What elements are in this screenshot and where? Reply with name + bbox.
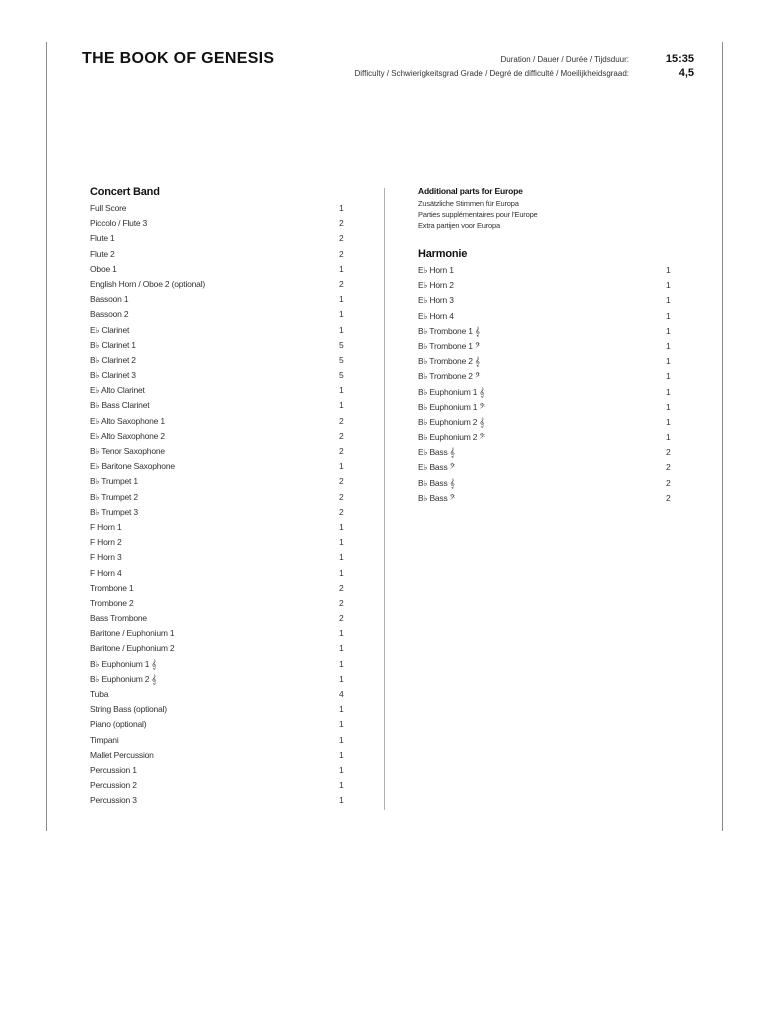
part-row (90, 279, 350, 294)
part-name: E♭ Alto Saxophone 2 (90, 430, 165, 441)
part-name: Tuba (90, 689, 109, 699)
part-count: 1 (339, 309, 344, 320)
part-count: 1 (339, 324, 344, 335)
part-count: 5 (339, 354, 344, 365)
part-name: E♭ Bass 𝄞 (418, 447, 455, 458)
part-name: B♭ Trumpet 2 (90, 491, 138, 502)
part-count: 1 (339, 764, 344, 775)
part-count: 1 (666, 371, 671, 382)
part-count: 2 (339, 506, 344, 517)
part-name: E♭ Alto Clarinet (90, 385, 145, 396)
part-count: 2 (339, 415, 344, 426)
part-count: 1 (339, 780, 344, 791)
part-name: Percussion 2 (90, 780, 137, 791)
part-name: Trombone 1 (90, 582, 134, 593)
part-row (90, 674, 350, 689)
part-count: 1 (339, 719, 344, 730)
piece-title: THE BOOK OF GENESIS (82, 50, 275, 67)
part-count: 1 (339, 734, 344, 745)
part-count: 2 (339, 248, 344, 259)
part-row (90, 355, 350, 370)
column-divider (384, 188, 385, 810)
duration-value: 15:35 (665, 53, 694, 65)
part-name: B♭ Clarinet 1 (90, 339, 136, 350)
part-name: B♭ Trombone 1 𝄢 (418, 340, 481, 351)
part-row (418, 387, 678, 402)
part-count: 2 (339, 430, 344, 441)
part-name: B♭ Trombone 1 𝄞 (418, 325, 480, 336)
harmonie-title: Harmonie (418, 248, 468, 260)
part-row (90, 203, 350, 218)
part-row (418, 341, 678, 356)
part-row (418, 432, 678, 447)
part-row (90, 568, 350, 583)
part-name: B♭ Trombone 2 𝄢 (418, 371, 481, 382)
part-row (418, 265, 678, 280)
part-count: 1 (339, 567, 344, 578)
right-page-border (722, 42, 723, 831)
part-row (90, 522, 350, 537)
part-count: 1 (339, 552, 344, 563)
part-count: 1 (666, 386, 671, 397)
part-row (90, 416, 350, 431)
part-row (90, 719, 350, 734)
part-count: 2 (666, 447, 671, 458)
part-row (90, 795, 350, 810)
part-name: B♭ Euphonium 1 𝄢 (418, 401, 485, 412)
part-count: 1 (339, 658, 344, 669)
part-name: Mallet Percussion (90, 749, 154, 760)
part-count: 1 (666, 416, 671, 427)
part-name: Flute 1 (90, 233, 115, 244)
part-count: 2 (339, 476, 344, 487)
part-name: B♭ Euphonium 1 𝄞 (418, 386, 485, 397)
part-name: F Horn 1 (90, 521, 122, 532)
part-count: 2 (339, 597, 344, 608)
part-row (90, 643, 350, 658)
part-row (90, 598, 350, 613)
part-row (90, 765, 350, 780)
part-name: E♭ Horn 3 (418, 295, 454, 306)
part-row (90, 583, 350, 598)
part-row (418, 493, 678, 508)
part-name: E♭ Horn 4 (418, 310, 454, 321)
part-name: F Horn 4 (90, 567, 122, 578)
part-count: 1 (666, 265, 671, 275)
part-row (418, 462, 678, 477)
part-name: B♭ Euphonium 2 𝄢 (418, 432, 485, 443)
part-count: 2 (339, 613, 344, 624)
part-name: String Bass (optional) (90, 704, 167, 715)
part-row (90, 233, 350, 248)
part-name: Baritone / Euphonium 2 (90, 643, 175, 654)
part-row (90, 385, 350, 400)
part-name: B♭ Tenor Saxophone (90, 446, 165, 456)
part-count: 1 (666, 295, 671, 306)
part-row (90, 325, 350, 340)
part-row (90, 309, 350, 324)
part-count: 2 (666, 477, 671, 488)
part-row (418, 447, 678, 462)
part-row (90, 552, 350, 567)
part-name: B♭ Euphonium 2 𝄞 (90, 673, 157, 684)
part-count: 2 (339, 491, 344, 502)
part-row (90, 750, 350, 765)
part-name: B♭ Bass 𝄞 (418, 477, 455, 488)
part-count: 1 (339, 628, 344, 639)
part-row (90, 400, 350, 415)
part-row (90, 659, 350, 674)
part-name: Full Score (90, 203, 127, 213)
part-name: E♭ Clarinet (90, 324, 130, 335)
part-row (90, 461, 350, 476)
part-row (90, 340, 350, 355)
part-name: English Horn / Oboe 2 (optional) (90, 278, 206, 289)
part-row (90, 476, 350, 491)
part-name: B♭ Clarinet 2 (90, 354, 136, 365)
part-name: E♭ Bass 𝄢 (418, 462, 455, 473)
part-count: 1 (666, 280, 671, 291)
difficulty-label: Difficulty / Schwierigkeitsgrad Grade / Degré de difficulté / Moeilijkheidsgraad: (354, 69, 629, 78)
part-row (418, 311, 678, 326)
part-count: 1 (666, 356, 671, 367)
part-name: B♭ Bass Clarinet (90, 400, 150, 411)
part-name: Baritone / Euphonium 1 (90, 628, 175, 639)
part-row (418, 280, 678, 295)
part-count: 1 (339, 643, 344, 654)
part-name: B♭ Trombone 2 𝄞 (418, 356, 480, 367)
part-count: 1 (666, 340, 671, 351)
part-row (90, 507, 350, 522)
part-name: Piano (optional) (90, 719, 147, 730)
part-name: E♭ Alto Saxophone 1 (90, 415, 165, 426)
part-row (418, 478, 678, 493)
additional-parts-subtitle-nl: Extra partijen voor Europa (418, 221, 500, 230)
part-row (418, 295, 678, 310)
part-row (90, 446, 350, 461)
part-row (418, 356, 678, 371)
part-count: 1 (666, 432, 671, 443)
part-name: Piccolo / Flute 3 (90, 218, 148, 229)
part-name: B♭ Euphonium 2 𝄞 (418, 416, 485, 427)
part-name: F Horn 2 (90, 537, 122, 548)
part-name: B♭ Clarinet 3 (90, 370, 136, 381)
part-count: 1 (666, 310, 671, 321)
part-row (90, 628, 350, 643)
part-count: 1 (339, 704, 344, 715)
part-row (90, 704, 350, 719)
part-count: 1 (339, 400, 344, 411)
part-name: Timpani (90, 734, 119, 745)
part-count: 2 (339, 278, 344, 289)
part-count: 1 (339, 673, 344, 684)
part-row (90, 735, 350, 750)
part-name: B♭ Trumpet 1 (90, 476, 138, 487)
part-name: Percussion 1 (90, 764, 137, 775)
part-count: 2 (666, 492, 671, 503)
part-count: 2 (339, 233, 344, 244)
concert-band-parts-list (90, 203, 350, 811)
part-name: E♭ Horn 2 (418, 280, 454, 291)
part-count: 2 (339, 582, 344, 593)
part-name: Percussion 3 (90, 795, 137, 806)
part-count: 1 (339, 795, 344, 806)
part-name: E♭ Horn 1 (418, 265, 454, 275)
part-row (90, 218, 350, 233)
concert-band-title: Concert Band (90, 186, 160, 198)
part-count: 1 (339, 461, 344, 472)
part-count: 5 (339, 339, 344, 350)
part-count: 2 (339, 446, 344, 456)
part-name: F Horn 3 (90, 552, 122, 563)
part-row (418, 326, 678, 341)
part-row (90, 492, 350, 507)
duration-label: Duration / Dauer / Durée / Tijdsduur: (500, 55, 629, 64)
part-count: 1 (339, 203, 344, 213)
part-row (90, 537, 350, 552)
part-name: B♭ Trumpet 3 (90, 506, 138, 517)
part-name: Bassoon 1 (90, 294, 129, 305)
part-count: 1 (339, 263, 344, 274)
part-count: 1 (666, 325, 671, 336)
part-count: 2 (666, 462, 671, 473)
part-row (90, 264, 350, 279)
part-row (90, 689, 350, 704)
part-name: E♭ Baritone Saxophone (90, 461, 175, 472)
part-row (90, 370, 350, 385)
part-row (90, 613, 350, 628)
part-row (418, 417, 678, 432)
part-row (90, 294, 350, 309)
difficulty-value: 4,5 (678, 67, 694, 79)
part-name: B♭ Euphonium 1 𝄞 (90, 658, 157, 669)
part-count: 2 (339, 218, 344, 229)
part-count: 1 (339, 537, 344, 548)
part-name: Oboe 1 (90, 263, 117, 274)
additional-parts-subtitle-fr: Parties supplémentaires pour l'Europe (418, 210, 538, 219)
part-count: 1 (339, 749, 344, 760)
part-count: 1 (339, 385, 344, 396)
part-row (418, 402, 678, 417)
part-count: 5 (339, 370, 344, 381)
part-row (90, 431, 350, 446)
harmonie-parts-list (418, 265, 678, 508)
part-count: 1 (339, 521, 344, 532)
part-name: B♭ Bass 𝄢 (418, 492, 455, 503)
left-page-border (46, 42, 47, 831)
part-name: Bassoon 2 (90, 309, 129, 320)
part-row (90, 780, 350, 795)
additional-parts-heading: Additional parts for Europe (418, 186, 523, 196)
part-name: Bass Trombone (90, 613, 147, 624)
part-count: 4 (339, 689, 344, 699)
part-row (418, 371, 678, 386)
part-count: 1 (666, 401, 671, 412)
part-row (90, 249, 350, 264)
part-count: 1 (339, 294, 344, 305)
part-name: Trombone 2 (90, 597, 134, 608)
additional-parts-subtitle-de: Zusätzliche Stimmen für Europa (418, 199, 519, 208)
part-name: Flute 2 (90, 248, 115, 259)
